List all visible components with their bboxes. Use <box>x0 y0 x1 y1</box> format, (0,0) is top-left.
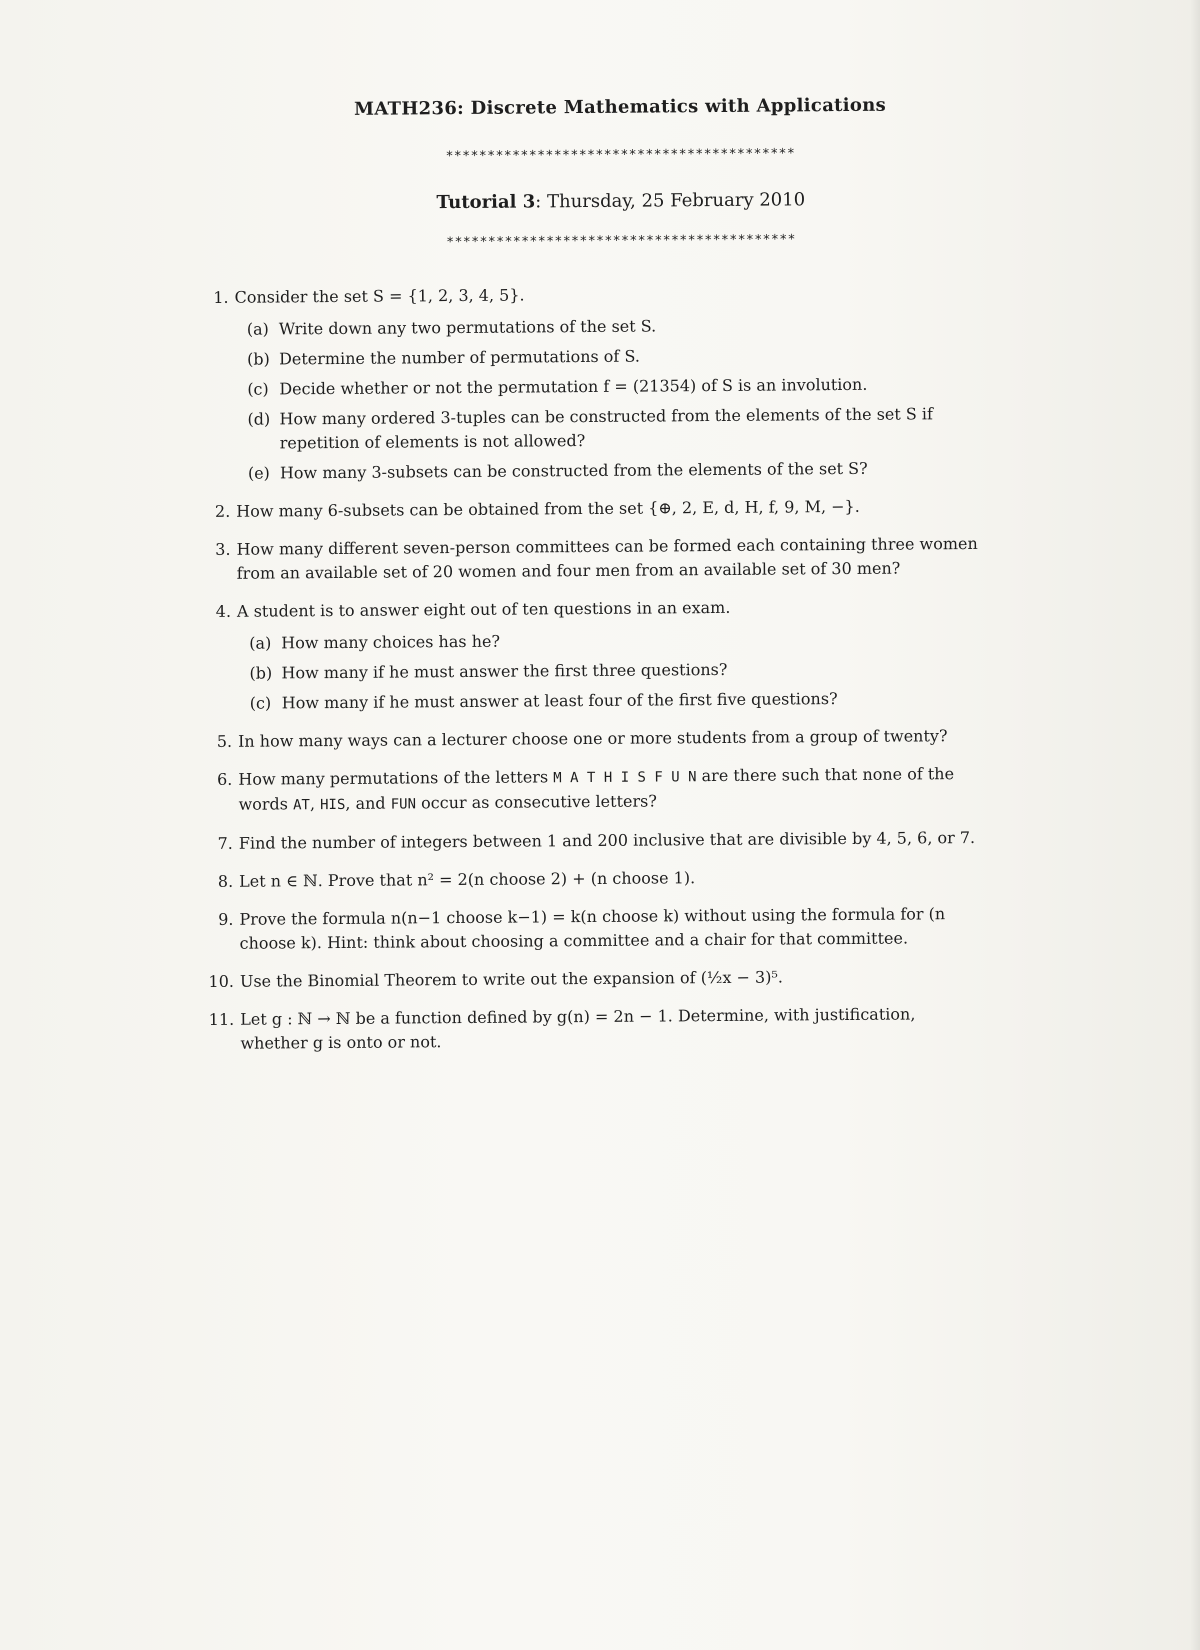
question-2 <box>208 494 978 524</box>
question-7 <box>211 826 981 856</box>
word-his: HIS <box>320 796 346 814</box>
question-11 <box>208 1002 982 1056</box>
question-5 <box>210 724 980 754</box>
part-text: How many ordered 3-tuples can be constructed from the elements of the set S if repetition of elements is not allowed? <box>279 404 934 453</box>
question-number: 7. <box>217 833 233 853</box>
question-text: How many different seven-person committees can be formed each containing three women from an available set of 20 women and four men from an available set of 30 men? <box>236 533 978 583</box>
question-1-parts <box>247 312 978 486</box>
question-6 <box>210 762 980 818</box>
question-text: Prove the formula n(n−1 choose k−1) = k(n choose k) without using the formula for (n choose k). Hint: think about choosing a committee and a chair for that committee. <box>239 904 946 953</box>
question-text-before: How many permutations of the letters <box>238 767 554 789</box>
part-item <box>247 402 977 456</box>
question-4-parts <box>249 626 980 716</box>
question-8 <box>211 864 981 894</box>
question-text: A student is to answer eight out of ten questions in an exam. <box>236 597 731 621</box>
question-9 <box>211 902 981 956</box>
tutorial-label: Tutorial 3 <box>436 191 536 214</box>
question-number: 8. <box>217 871 234 891</box>
part-label: (e) <box>247 463 270 483</box>
question-text: How many 6-subsets can be obtained from the set {⊕, 2, E, d, H, f, 9, M, −}. <box>236 496 860 521</box>
page-edge-shadow <box>1190 0 1200 1650</box>
part-label: (b) <box>246 349 270 369</box>
question-text: Use the Binomial Theorem to write out the expansion of (½x − 3)⁵. <box>239 967 783 991</box>
part-label: (a) <box>249 633 272 653</box>
question-1 <box>206 280 978 486</box>
tutorial-date: Thursday, 25 February 2010 <box>546 189 806 213</box>
question-text-mid: , <box>309 794 321 814</box>
tutorial-separator: : <box>535 191 548 213</box>
part-text: How many if he must answer the first three questions? <box>281 659 728 683</box>
course-title: MATH236: Discrete Mathematics with Applications <box>354 94 887 120</box>
part-label: (b) <box>249 663 273 683</box>
letters-monospace: M A T H I S F U N <box>553 769 697 787</box>
question-text-mid: are there such that none of the words <box>238 764 955 814</box>
question-number: 1. <box>213 287 229 307</box>
stars-divider-bottom: ****************************************** <box>446 232 797 251</box>
question-text: Let g : ℕ → ℕ be a function defined by g(n) = 2n − 1. Determine, with justification, whether g is onto or not. <box>240 1004 916 1053</box>
question-text: Consider the set S = {1, 2, 3, 4, 5}. <box>234 285 525 307</box>
part-label: (d) <box>247 409 271 429</box>
tutorial-sheet <box>205 94 983 1070</box>
part-text: How many 3-subsets can be constructed from the elements of the set S? <box>279 458 868 483</box>
part-item <box>247 342 977 372</box>
part-item <box>249 626 979 656</box>
question-number: 2. <box>214 501 231 521</box>
question-3 <box>208 532 978 586</box>
question-text: In how many ways can a lecturer choose one or more students from a group of twenty? <box>237 726 948 751</box>
part-item <box>248 456 978 486</box>
part-text: Write down any two permutations of the set S. <box>278 316 657 339</box>
question-text: Find the number of integers between 1 and 200 inclusive that are divisible by 4, 5, 6, or 7. <box>238 827 976 853</box>
part-item <box>247 372 977 402</box>
part-label: (c) <box>249 693 272 713</box>
question-number: 4. <box>215 601 232 621</box>
part-item <box>250 686 980 716</box>
part-text: Decide whether or not the permutation f = (21354) of S is an involution. <box>279 374 868 399</box>
word-at: AT <box>292 797 310 814</box>
part-item <box>249 656 979 686</box>
question-text: Let n ∈ ℕ. Prove that n² = 2(n choose 2) + (n choose 1). <box>239 868 696 891</box>
question-4 <box>209 594 980 716</box>
question-10 <box>208 964 982 994</box>
question-list <box>206 280 982 1056</box>
question-number: 11. <box>208 1009 235 1029</box>
part-item <box>247 312 977 342</box>
question-number: 3. <box>215 539 231 559</box>
question-text-after: occur as consecutive letters? <box>415 791 657 813</box>
question-number: 9. <box>218 909 234 929</box>
question-number: 6. <box>216 769 233 789</box>
part-text: Determine the number of permutations of S. <box>278 346 640 369</box>
tutorial-heading <box>206 188 976 215</box>
question-text-mid: , and <box>345 793 391 813</box>
part-text: How many choices has he? <box>281 631 501 653</box>
part-text: How many if he must answer at least four of the first five questions? <box>281 689 838 713</box>
part-label: (a) <box>246 319 269 339</box>
question-number: 10. <box>208 971 234 991</box>
word-fun: FUN <box>390 796 417 813</box>
part-label: (c) <box>247 379 269 399</box>
question-number: 5. <box>216 731 233 751</box>
stars-divider-top: ****************************************** <box>445 146 796 165</box>
